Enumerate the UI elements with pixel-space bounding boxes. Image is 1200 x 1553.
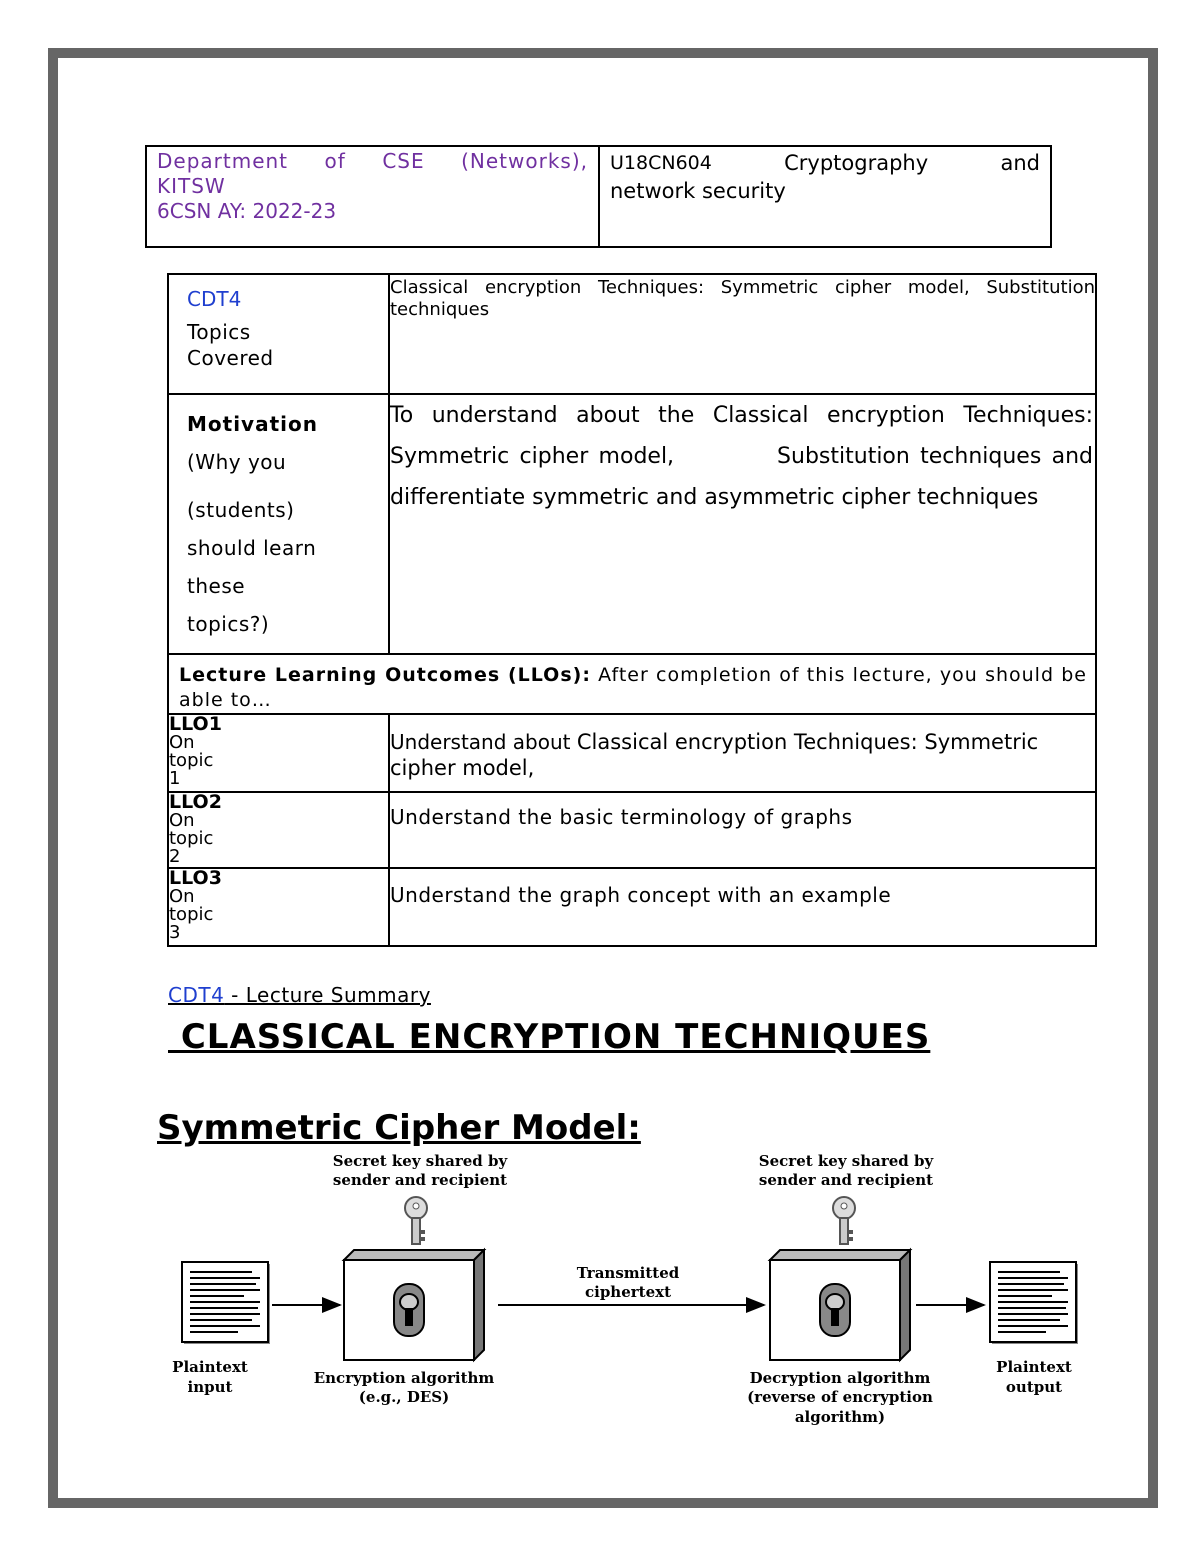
llo-name-cell: LLO2 On topic 2 xyxy=(168,792,389,868)
institute-name: KITSW xyxy=(157,174,226,198)
section-title: Symmetric Cipher Model: xyxy=(157,1108,641,1148)
lecture-summary-heading: CDT4 - Lecture Summary xyxy=(168,983,431,1007)
plaintext-output-label: Plaintext xyxy=(996,1358,1072,1376)
decryption-label-3: algorithm) xyxy=(794,1408,886,1426)
course-title-word: and xyxy=(1000,151,1040,175)
key-label-right: Secret key shared by xyxy=(758,1152,934,1170)
plaintext-output-label-2: output xyxy=(1005,1378,1063,1396)
llo-description: Understand about Classical encryption Techniques: Symmetric cipher model, xyxy=(389,714,1096,792)
transmitted-label: Transmitted xyxy=(576,1264,680,1282)
course-title-word: Cryptography xyxy=(784,151,929,175)
symmetric-cipher-diagram xyxy=(160,1148,1100,1438)
llo-name-cell: LLO1 On topic 1 xyxy=(168,714,389,792)
plaintext-output-document-icon xyxy=(990,1262,1078,1344)
encryption-algorithm-lock-icon xyxy=(344,1250,484,1360)
motivation-label: Motivation xyxy=(187,412,318,436)
encryption-label: Encryption algorithm xyxy=(313,1369,495,1387)
cdt-link[interactable]: CDT4 xyxy=(168,983,225,1007)
motivation-text: To understand about the Classical encryption Techniques: Symmetric cipher model, Substitution techniques and differentiate symmetric and asymmetric cipher techniques xyxy=(389,394,1096,654)
llo-row xyxy=(168,868,1096,946)
cdt-table xyxy=(167,273,1100,947)
llo-row xyxy=(168,792,1096,868)
key-icon xyxy=(405,1197,427,1244)
page-title: CLASSICAL ENCRYPTION TECHNIQUES xyxy=(168,1017,931,1057)
course-header-table xyxy=(145,145,1052,248)
key-icon xyxy=(833,1197,855,1244)
key-label-left-2: sender and recipient xyxy=(332,1171,508,1189)
course-code: U18CN604 xyxy=(610,152,712,174)
plaintext-input-label: Plaintext xyxy=(172,1358,248,1376)
plaintext-input-label-2: input xyxy=(187,1378,233,1396)
department-cell xyxy=(147,147,600,246)
llo-heading: Lecture Learning Outcomes (LLOs): After completion of this lecture, you should be able to… xyxy=(168,654,1096,714)
department-line: Department of CSE (Networks), xyxy=(157,149,588,173)
course-title-line2: network security xyxy=(610,179,786,203)
decryption-algorithm-lock-icon xyxy=(770,1250,910,1360)
decryption-label: Decryption algorithm xyxy=(749,1369,931,1387)
llo-row xyxy=(168,714,1096,792)
academic-year: 6CSN AY: 2022-23 xyxy=(157,199,337,223)
topics-label-cell xyxy=(168,274,389,394)
encryption-label-2: (e.g., DES) xyxy=(358,1388,450,1406)
key-label-right-2: sender and recipient xyxy=(758,1171,934,1189)
llo-description: Understand the basic terminology of graphs xyxy=(389,792,1096,868)
topics-covered-text: Classical encryption Techniques: Symmetric cipher model, Substitution techniques xyxy=(389,274,1096,394)
topics-label: Topics Covered xyxy=(187,320,274,370)
llo-description: Understand the graph concept with an example xyxy=(389,868,1096,946)
plaintext-input-document-icon xyxy=(182,1262,270,1344)
motivation-label-cell: Motivation (Why you (students) should learn these topics?) xyxy=(168,394,389,654)
llo-name-cell: LLO3 On topic 3 xyxy=(168,868,389,946)
decryption-label-2: (reverse of encryption xyxy=(747,1388,933,1406)
transmitted-label-2: ciphertext xyxy=(584,1283,672,1301)
cdt-label: CDT4 xyxy=(187,287,242,311)
key-label-left: Secret key shared by xyxy=(332,1152,508,1170)
course-cell xyxy=(600,147,1050,246)
